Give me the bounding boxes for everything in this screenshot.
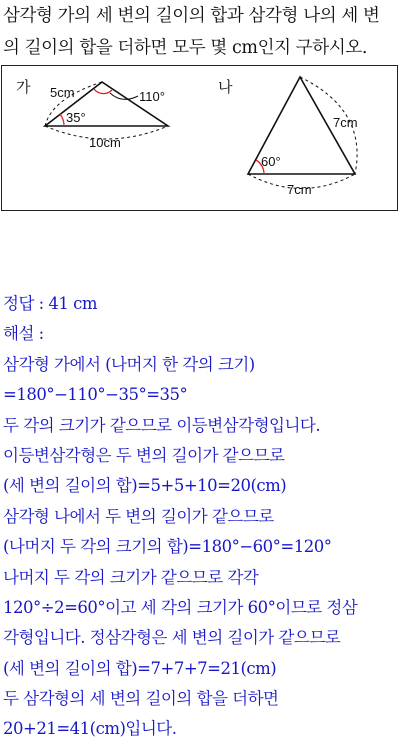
triangle-b-label: 나: [218, 78, 233, 96]
triangle-a-side-bottom: 10cm: [89, 135, 121, 150]
explanation-label: 해설 :: [3, 324, 44, 344]
triangle-a-angle-35-arc: [60, 114, 64, 126]
question-line-2: 의 길이의 합을 더하면 모두 몇 cm인지 구하시오.: [3, 38, 367, 58]
explanation-line: 이등변삼각형은 두 변의 길이가 같으므로: [3, 445, 285, 465]
explanation-line: =180°−110°−35°=35°: [3, 385, 188, 405]
solution-section: [3, 289, 399, 745]
explanation-line: (나머지 두 각의 크기의 합)=180°−60°=120°: [3, 537, 332, 557]
explanation-line: 나머지 두 각의 크기가 같으므로 각각: [3, 567, 259, 587]
question-line-1: 삼각형 가의 세 변의 길이의 합과 삼각형 나의 세 변: [3, 6, 380, 26]
triangle-a-label: 가: [16, 78, 31, 96]
triangle-b-side-bottom: 7cm: [287, 182, 312, 197]
triangle-a-side-left: 5cm: [50, 85, 75, 100]
triangle-b-side-right: 7cm: [333, 115, 358, 130]
triangles-figure: [2, 66, 399, 212]
answer-line: 정답 : 41 cm: [3, 294, 98, 313]
figure-box: [1, 65, 398, 211]
explanation-line: 두 각의 크기가 같으므로 이등변삼각형입니다.: [3, 415, 321, 435]
explanation-line: (세 변의 길이의 합)=7+7+7=21(cm): [3, 658, 277, 678]
question-text: [3, 0, 399, 64]
explanation-line: 120°÷2=60°이고 세 각의 크기가 60°이므로 정삼: [3, 597, 358, 617]
explanation-line: 20+21=41(cm)입니다.: [3, 719, 177, 739]
explanation-line: 두 삼각형의 세 변의 길이의 합을 더하면: [3, 689, 279, 709]
triangle-a-angle-left: 35°: [66, 110, 86, 125]
explanation-line: 삼각형 가에서 (나머지 한 각의 크기): [3, 354, 255, 374]
triangle-b-angle-left: 60°: [261, 154, 281, 169]
triangle-a-angle-top: 110°: [139, 89, 165, 104]
explanation-line: 각형입니다. 정삼각형은 세 변의 길이가 같으므로: [3, 628, 341, 648]
explanation-line: 삼각형 나에서 두 변의 길이가 같으므로: [3, 506, 274, 526]
triangle-a-angle-110-arc: [94, 89, 112, 94]
explanation-line: (세 변의 길이의 합)=5+5+10=20(cm): [3, 476, 287, 496]
